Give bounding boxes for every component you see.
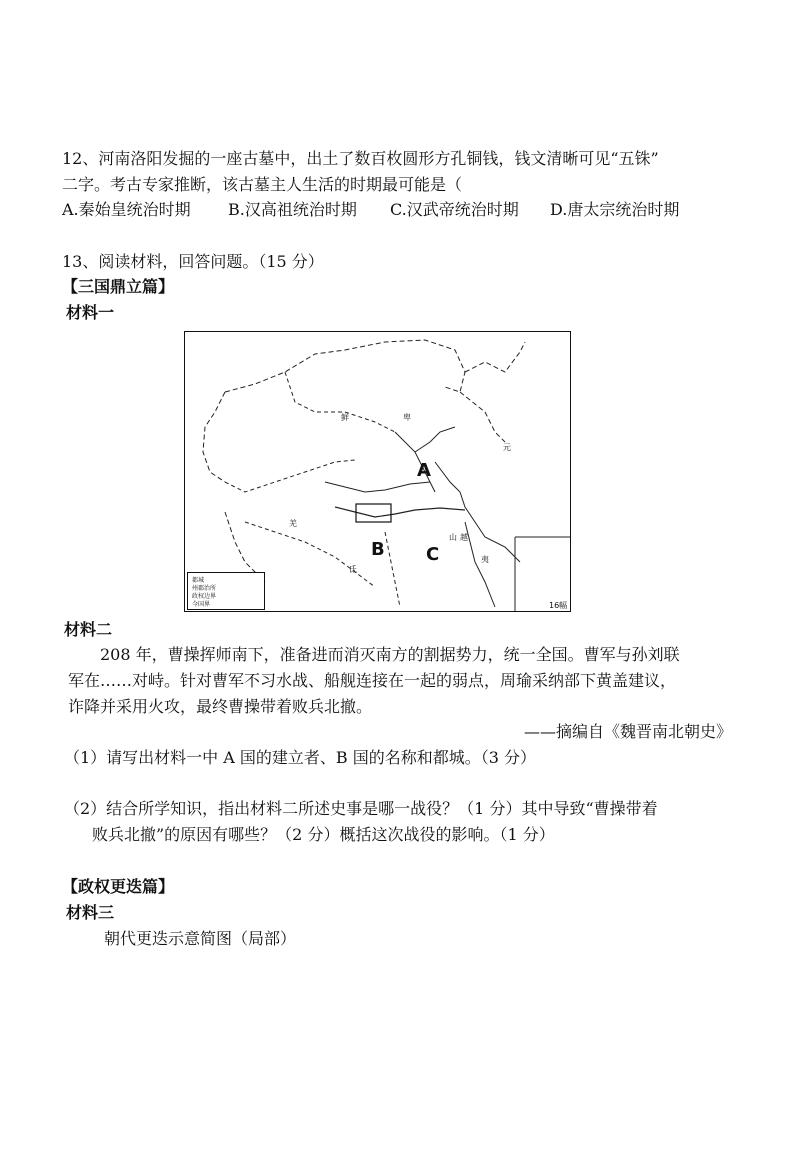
- map-letter-b: B: [371, 539, 385, 560]
- map-legend: [187, 572, 265, 610]
- map-label-di: 氐: [349, 565, 357, 574]
- subquestion-2-line1: （2）结合所学知识，指出材料二所述史事是哪一战役？（1 分）其中导致“曹操带着: [64, 799, 658, 818]
- material2-label: 材料二: [64, 620, 113, 639]
- material3-caption: 朝代更迭示意简图（局部）: [104, 929, 297, 948]
- q13-intro: 13、阅读材料，回答问题。（15 分）: [62, 252, 324, 271]
- legend-item-national-border: 今国界: [192, 601, 211, 608]
- q12-line2: 二字。考古专家推断，该古墓主人生活的时期最可能是（: [62, 175, 463, 194]
- material3-label: 材料三: [66, 903, 115, 922]
- material2-line3: 诈降并采用火攻，最终曹操带着败兵北撤。: [68, 697, 373, 716]
- material1-label: 材料一: [66, 303, 115, 322]
- q12-option-d: D.唐太宗统治时期: [550, 200, 680, 219]
- material2-source: ——摘编自《魏晋南北朝史》: [524, 722, 733, 741]
- map-label-shan: 山: [449, 533, 457, 542]
- map-label-bei: 卑: [403, 413, 411, 422]
- subquestion-2-line2: 败兵北撤”的原因有哪些？（2 分）概括这次战役的影响。（1 分）: [92, 825, 555, 844]
- map-label-qiang: 羌: [289, 519, 297, 528]
- section-heading-regime-change: 【政权更迭篇】: [62, 877, 175, 896]
- map-label-yue: 越: [460, 533, 468, 542]
- map-label-yi: 夷: [481, 555, 489, 564]
- map-label-xian: 鲜: [341, 413, 349, 422]
- map-letter-a: A: [417, 460, 431, 481]
- map-scale-label: 16幅: [549, 601, 568, 610]
- q12-option-c: C.汉武帝统治时期: [390, 200, 519, 219]
- legend-item-border: 政权边界: [192, 593, 217, 600]
- section-heading-three-kingdoms: 【三国鼎立篇】: [62, 277, 175, 296]
- three-kingdoms-map: [184, 331, 571, 612]
- legend-item-capital: 都城: [192, 577, 205, 584]
- map-outline: [185, 332, 570, 611]
- q12-option-b: B.汉高祖统治时期: [228, 200, 357, 219]
- map-label-yuan: 元: [503, 443, 511, 452]
- map-letter-c: C: [426, 544, 440, 565]
- q12-line1: 12、河南洛阳发掘的一座古墓中，出土了数百枚圆形方孔铜钱，钱文清晰可见“五铢”: [62, 149, 659, 168]
- q12-option-a: A.秦始皇统治时期: [62, 200, 191, 219]
- legend-item-seat: 州郡治所: [192, 585, 217, 592]
- material2-line2: 军在……对峙。针对曹军不习水战、船舰连接在一起的弱点，周瑜采纳部下黄盖建议，: [68, 671, 677, 690]
- material2-line1: 208 年，曹操挥师南下，准备进而消灭南方的割据势力，统一全国。曹军与孙刘联: [100, 645, 680, 664]
- subquestion-1: （1）请写出材料一中 A 国的建立者、B 国的名称和都城。（3 分）: [64, 748, 537, 767]
